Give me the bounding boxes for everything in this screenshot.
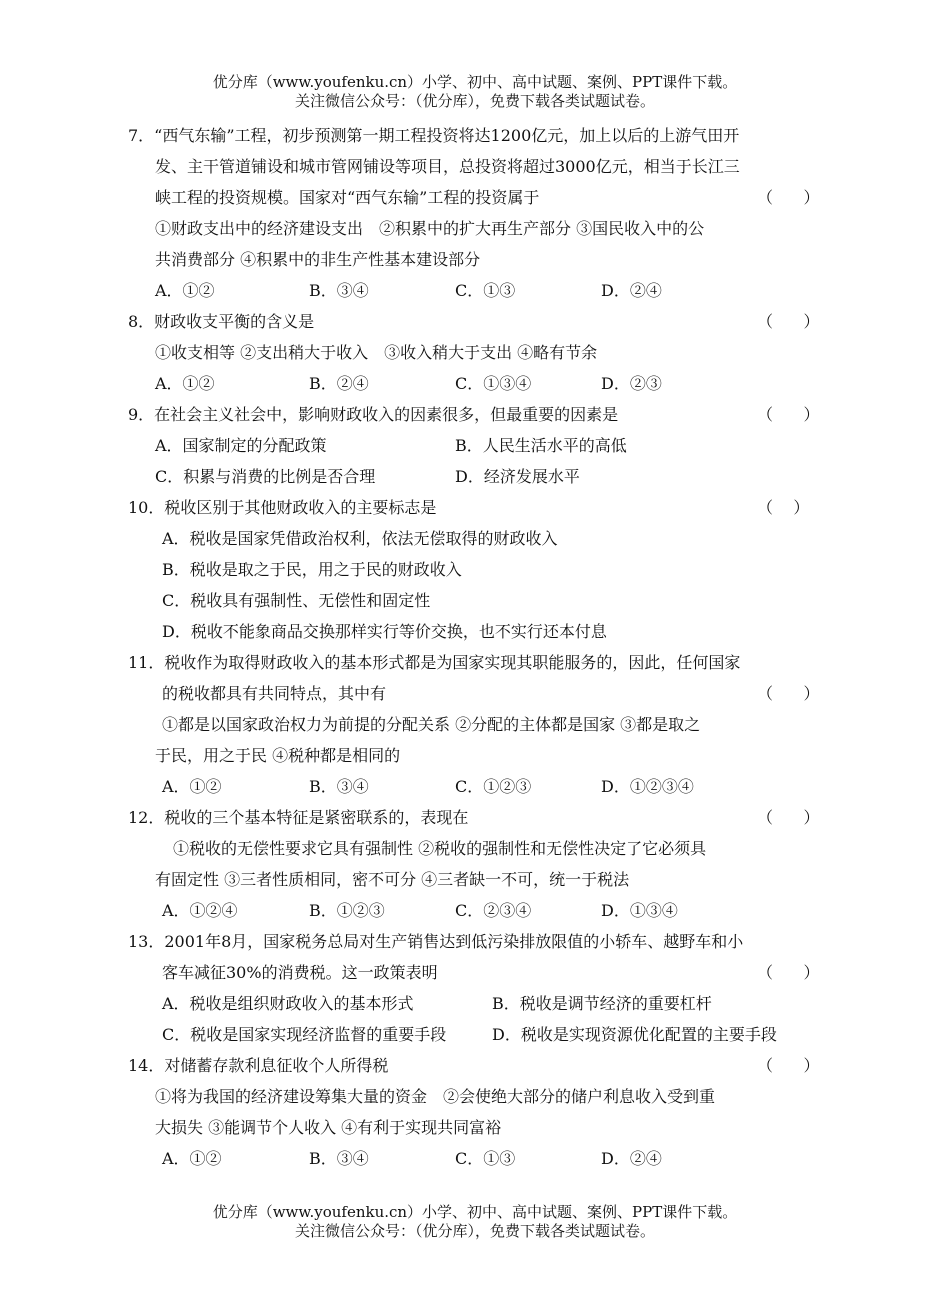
question-13-option-b: B．税收是调节经济的重要杠杆 — [492, 994, 712, 1013]
question-13-answer-blank: （ ） — [757, 963, 820, 982]
question-9-option-d: D．经济发展水平 — [455, 467, 580, 486]
question-8-answer-blank: （ ） — [757, 312, 820, 331]
question-7-answer-blank: （ ） — [757, 188, 820, 207]
question-12-statements-line-2: 有固定性 ③三者性质相同，密不可分 ④三者缺一不可，统一于税法 — [155, 870, 630, 889]
question-13-option-a: A．税收是组织财政收入的基本形式 — [162, 994, 414, 1013]
page-footer — [0, 1203, 950, 1241]
question-9-answer-blank: （ ） — [757, 405, 820, 424]
question-9-option-c: C．积累与消费的比例是否合理 — [155, 467, 376, 486]
footer-line-1: 优分库（www.youfenku.cn）小学、初中、高中试题、案例、PPT课件下载。 — [212, 1203, 738, 1221]
question-11-statements-line-1: ①都是以国家政治权力为前提的分配关系 ②分配的主体都是国家 ③都是取之 — [162, 715, 701, 734]
question-7-option-b: B．③④ — [309, 281, 369, 300]
question-11-option-d: D．①②③④ — [601, 777, 694, 796]
question-10-option-c: C．税收具有强制性、无偿性和固定性 — [162, 591, 431, 610]
question-8-option-b: B．②④ — [309, 374, 369, 393]
question-14-option-b: B．③④ — [309, 1149, 369, 1168]
header-line-2: 关注微信公众号：（优分库），免费下载各类试题试卷。 — [294, 92, 655, 110]
question-14-statements-line-1: ①将为我国的经济建设筹集大量的资金 ②会使绝大部分的储户利息收入受到重 — [155, 1087, 716, 1106]
question-11-option-b: B．③④ — [309, 777, 369, 796]
question-14-stem: 14．对储蓄存款利息征收个人所得税 — [128, 1056, 389, 1075]
question-8-statements: ①收支相等 ②支出稍大于收入 ③收入稍大于支出 ④略有节余 — [155, 343, 598, 362]
question-14-option-c: C．①③ — [455, 1149, 516, 1168]
question-11-stem-line-2: 的税收都具有共同特点，其中有 — [162, 684, 387, 703]
question-10-answer-blank: （ ） — [757, 498, 810, 517]
question-14-statements-line-2: 大损失 ③能调节个人收入 ④有利于实现共同富裕 — [155, 1118, 502, 1137]
page-header — [0, 73, 950, 111]
question-12-option-a: A．①②④ — [162, 901, 238, 920]
question-7-stem-line-1: 7．“西气东输”工程，初步预测第一期工程投资将达1200亿元，加上以后的上游气田开 — [128, 126, 740, 145]
question-10-option-a: A．税收是国家凭借政治权利，依法无偿取得的财政收入 — [162, 529, 558, 548]
question-7-option-a: A．①② — [155, 281, 215, 300]
question-12-stem: 12．税收的三个基本特征是紧密联系的，表现在 — [128, 808, 469, 827]
question-9-option-b: B．人民生活水平的高低 — [455, 436, 627, 455]
question-13-option-c: C．税收是国家实现经济监督的重要手段 — [162, 1025, 447, 1044]
question-11-option-a: A．①② — [162, 777, 222, 796]
question-10-stem: 10．税收区别于其他财政收入的主要标志是 — [128, 498, 437, 517]
question-11-statements-line-2: 于民，用之于民 ④税种都是相同的 — [155, 746, 401, 765]
question-7-option-d: D．②④ — [601, 281, 662, 300]
header-line-1: 优分库（www.youfenku.cn）小学、初中、高中试题、案例、PPT课件下载。 — [212, 73, 738, 91]
question-7-option-c: C．①③ — [455, 281, 516, 300]
question-12-statements-line-1: ①税收的无偿性要求它具有强制性 ②税收的强制性和无偿性决定了它必须具 — [173, 839, 707, 858]
question-8-option-c: C．①③④ — [455, 374, 532, 393]
question-7-statements-line-1: ①财政支出中的经济建设支出 ②积累中的扩大再生产部分 ③国民收入中的公 — [155, 219, 705, 238]
question-10-option-d: D．税收不能象商品交换那样实行等价交换，也不实行还本付息 — [162, 622, 607, 641]
question-8-stem: 8．财政收支平衡的含义是 — [128, 312, 315, 331]
question-12-option-d: D．①③④ — [601, 901, 678, 920]
question-9-option-a: A．国家制定的分配政策 — [155, 436, 327, 455]
question-12-option-c: C．②③④ — [455, 901, 532, 920]
footer-line-2: 关注微信公众号：（优分库），免费下载各类试题试卷。 — [294, 1222, 655, 1240]
question-14-option-d: D．②④ — [601, 1149, 662, 1168]
question-11-answer-blank: （ ） — [757, 684, 820, 703]
question-7-stem-line-2: 发、主干管道铺设和城市管网铺设等项目，总投资将超过3000亿元，相当于长江三 — [155, 157, 740, 176]
question-7-statements-line-2: 共消费部分 ④积累中的非生产性基本建设部分 — [155, 250, 481, 269]
question-12-option-b: B．①②③ — [309, 901, 385, 920]
question-8-option-a: A．①② — [155, 374, 215, 393]
question-13-stem-line-2: 客车减征30%的消费税。这一政策表明 — [162, 963, 438, 982]
question-14-answer-blank: （ ） — [757, 1056, 820, 1075]
question-11-option-c: C．①②③ — [455, 777, 532, 796]
question-8-option-d: D．②③ — [601, 374, 662, 393]
question-9-stem: 9．在社会主义社会中，影响财政收入的因素很多，但最重要的因素是 — [128, 405, 619, 424]
question-14-option-a: A．①② — [162, 1149, 222, 1168]
question-7-stem-line-3: 峡工程的投资规模。国家对“西气东输”工程的投资属于 — [155, 188, 540, 207]
question-12-answer-blank: （ ） — [757, 808, 820, 827]
question-13-option-d: D．税收是实现资源优化配置的主要手段 — [492, 1025, 777, 1044]
question-13-stem-line-1: 13．2001年8月，国家税务总局对生产销售达到低污染排放限值的小轿车、越野车和小 — [128, 932, 744, 951]
question-10-option-b: B．税收是取之于民，用之于民的财政收入 — [162, 560, 462, 579]
question-11-stem-line-1: 11．税收作为取得财政收入的基本形式都是为国家实现其职能服务的，因此，任何国家 — [128, 653, 741, 672]
